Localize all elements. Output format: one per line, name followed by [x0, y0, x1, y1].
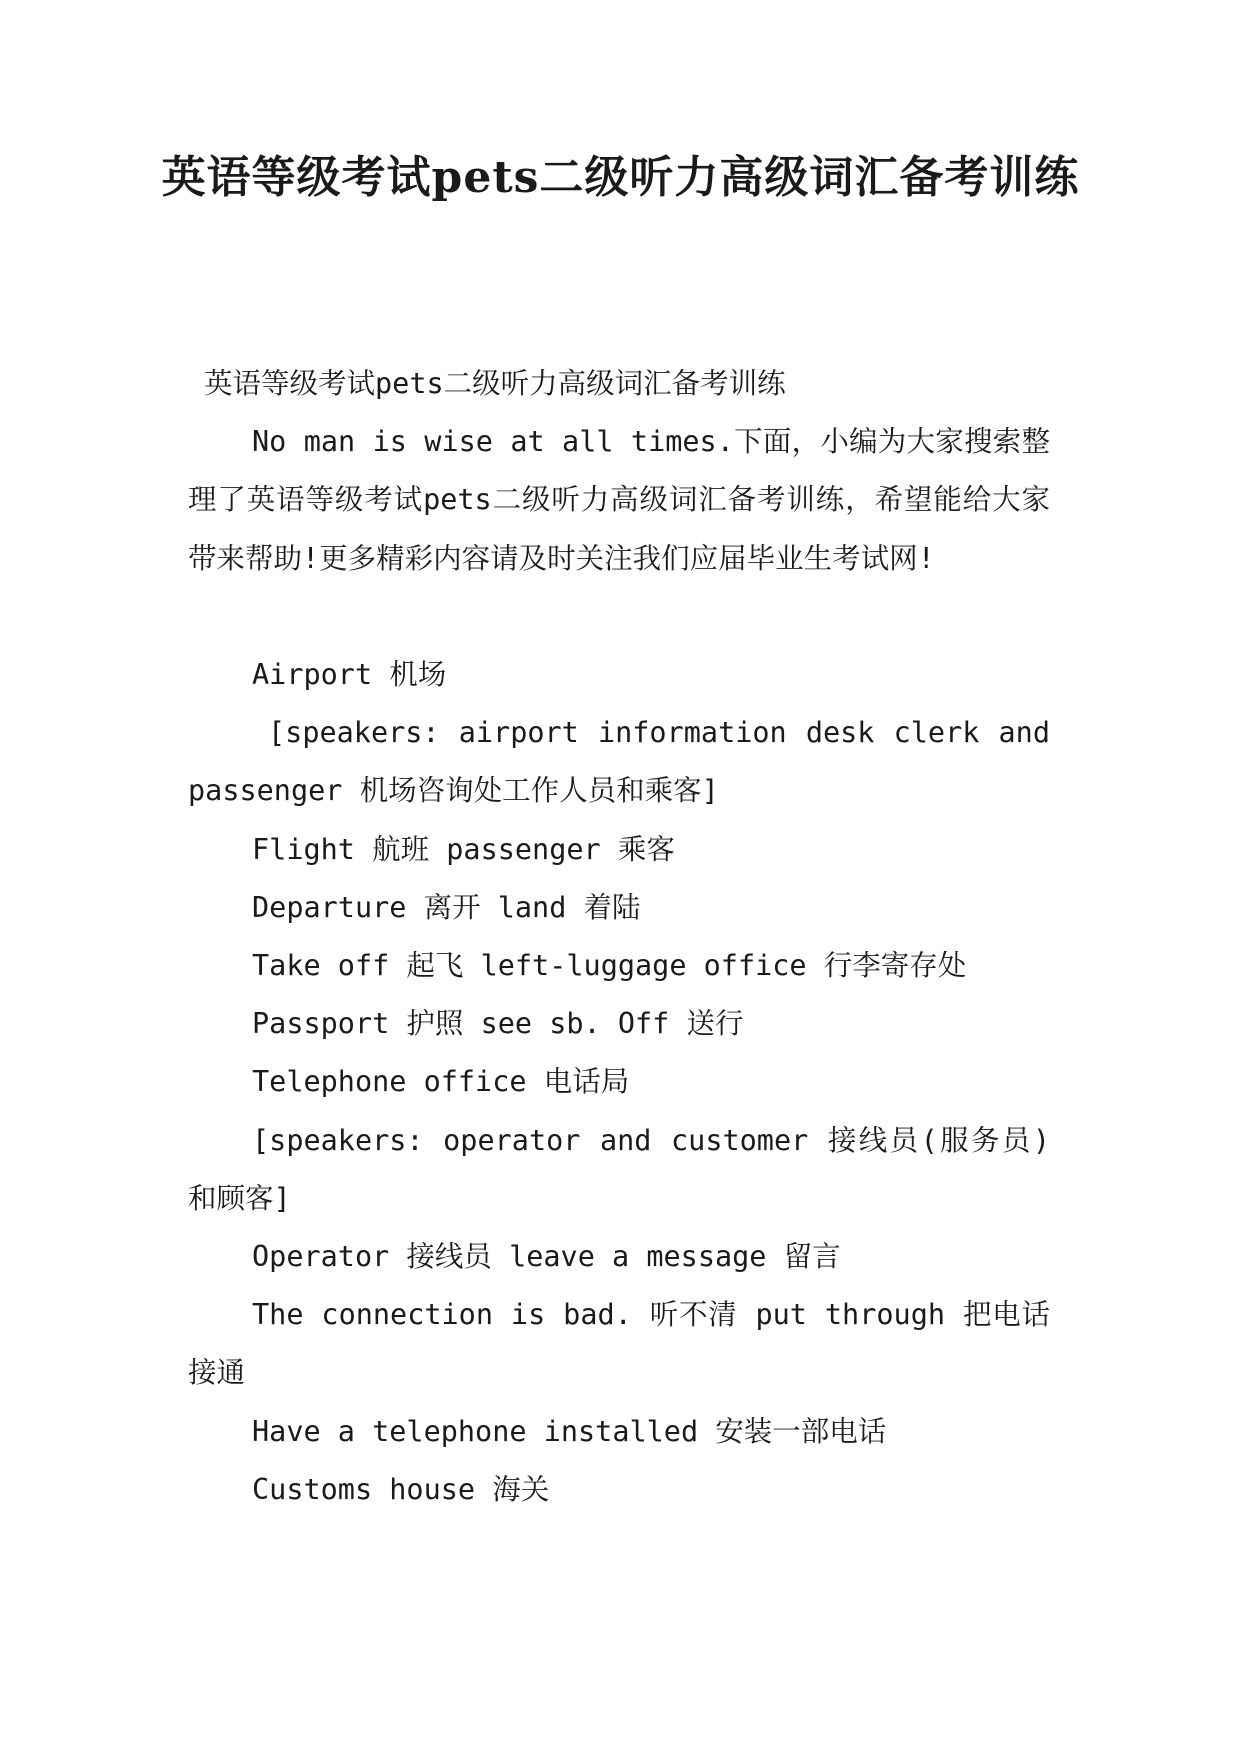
vocab-line-departure: Departure 离开 land 着陆: [252, 890, 641, 924]
document-title: 英语等级考试pets二级听力高级词汇备考训练: [161, 152, 1080, 203]
intro-paragraph: No man is wise at all times.下面，小编为大家搜索整理了英语等级考试pets二级听力高级词汇备考训练，希望能给大家带来帮助!更多精彩内容请及时关注我们应届毕业生考试网!: [188, 425, 1050, 575]
vocab-line-operator: Operator 接线员 leave a message 留言: [252, 1240, 841, 1274]
vocab-line-telephone-speakers: [speakers: operator and customer 接线员(服务员)和顾客]: [188, 1123, 1050, 1215]
document-subtitle: 英语等级考试pets二级听力高级词汇备考训练: [204, 367, 786, 400]
vocab-line-telephone-office: Telephone office 电话局: [252, 1065, 630, 1099]
vocab-line-airport: Airport 机场: [252, 658, 447, 691]
document-body: [188, 355, 1050, 1519]
vocab-line-passport: Passport 护照 see sb. Off 送行: [252, 1007, 744, 1041]
paragraph-spacer: [188, 588, 1050, 646]
vocab-line-have-telephone: Have a telephone installed 安装一部电话: [252, 1414, 887, 1448]
vocab-line-take-off: Take off 起飞 left-luggage office 行李寄存处: [252, 949, 967, 983]
vocab-line-customs: Customs house 海关: [252, 1472, 550, 1506]
vocab-line-airport-speakers: [speakers: airport information desk clerk and passenger 机场咨询处工作人员和乘客]: [188, 716, 1050, 808]
vocab-line-connection: The connection is bad. 听不清 put through 把电话接通: [188, 1298, 1050, 1390]
vocab-line-flight: Flight 航班 passenger 乘客: [252, 832, 675, 866]
